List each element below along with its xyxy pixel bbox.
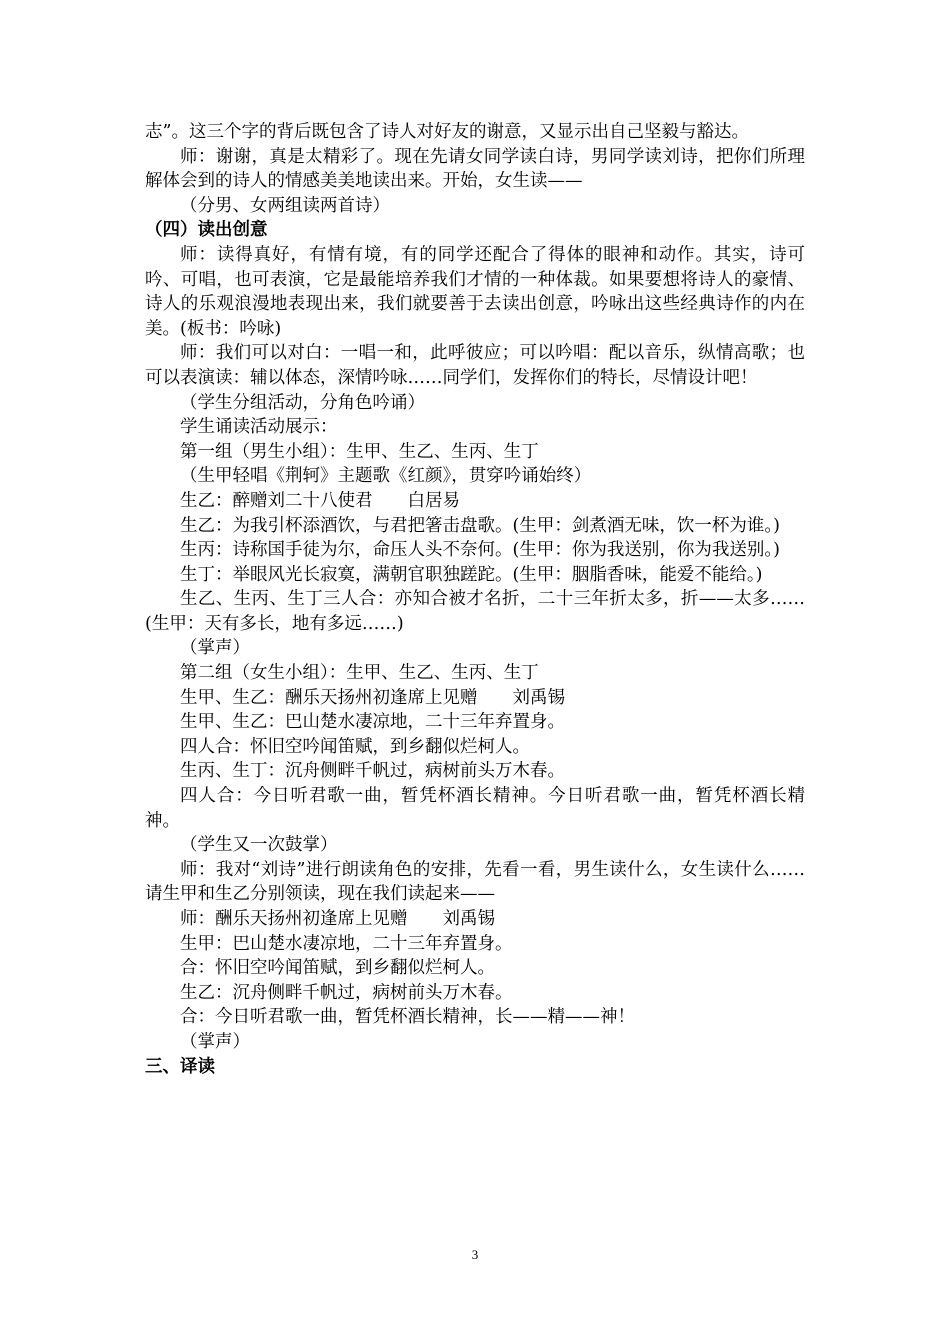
section-heading-31: 三、译读 <box>145 1056 215 1077</box>
paragraph-23: （学生又一次鼓掌） <box>180 835 338 856</box>
paragraph-18: 生甲、生乙：酬乐天扬州初逢席上见赠 刘禹锡 <box>180 687 565 708</box>
paragraph-8: 学生诵读活动展示： <box>180 417 338 438</box>
paragraph-12: 生乙：为我引杯添酒饮，与君把箸击盘歌。(生甲：剑煮酒无味，饮一杯为谁。) <box>180 515 780 536</box>
paragraph-19: 生甲、生乙：巴山楚水凄凉地，二十三年弃置身。 <box>180 712 565 733</box>
paragraph-22: 四人合：今日听君歌一曲，暂凭杯酒长精神。今日听君歌一曲，暂凭杯酒长精神。 <box>145 786 805 831</box>
document-body <box>145 120 805 1079</box>
paragraph-17: 第二组（女生小组）：生甲、生乙、生丙、生丁 <box>180 663 539 684</box>
paragraph-16: （掌声） <box>180 638 250 659</box>
paragraph-5: 师：读得真好，有情有境，有的同学还配合了得体的眼神和动作。其实，诗可吟、可唱，也可表演，它是最能培养我们才情的一种体裁。如果要想将诗人的豪情、诗人的乐观浪漫地表现出来，我们就要善于去读出创意，吟咏出这些经典诗作的内在美。(板书：吟咏) <box>145 244 805 339</box>
paragraph-24: 师：我对“刘诗”进行朗读角色的安排，先看一看，男生读什么，女生读什么……请生甲和生乙分别领读，现在我们读起来—— <box>145 859 805 905</box>
paragraph-27: 合：怀旧空吟闻笛赋，到乡翻似烂柯人。 <box>180 958 495 979</box>
paragraph-25: 师：酬乐天扬州初逢席上见赠 刘禹锡 <box>180 909 495 929</box>
paragraph-14: 生丁：举眼风光长寂寞，满朝官职独蹉跎。(生甲：胭脂香味，能爱不能给。) <box>180 564 763 585</box>
paragraph-20: 四人合：怀旧空吟闻笛赋，到乡翻似烂柯人。 <box>180 736 530 757</box>
paragraph-21: 生丙、生丁：沉舟侧畔千帆过，病树前头万木春。 <box>180 761 565 782</box>
paragraph-9: 第一组（男生小组）：生甲、生乙、生丙、生丁 <box>180 441 539 462</box>
paragraph-15: 生乙、生丙、生丁三人合：亦知合被才名折，二十三年折太多，折——太多……(生甲：天有多长，地有多远……) <box>145 589 805 634</box>
page-number: 3 <box>471 1247 479 1262</box>
section-heading-4: （四）读出创意 <box>145 220 268 241</box>
paragraph-2: 师：谢谢，真是太精彩了。现在先请女同学读白诗，男同学读刘诗，把你们所理解体会到的诗人的情感美美地读出来。开始，女生读—— <box>145 146 805 192</box>
paragraph-13: 生丙：诗称国手徒为尔，命压人头不奈何。(生甲：你为我送别，你为我送别。) <box>180 540 780 561</box>
paragraph-26: 生甲：巴山楚水凄凉地，二十三年弃置身。 <box>180 933 513 954</box>
paragraph-10: （生甲轻唱《荆轲》主题歌《红颜》，贯穿吟诵始终） <box>180 466 592 487</box>
paragraph-7: （学生分组活动，分角色吟诵） <box>180 392 425 413</box>
paragraph-3: （分男、女两组读两首诗） <box>180 195 390 216</box>
paragraph-1: 志”。这三个字的背后既包含了诗人对好友的谢意，又显示出自己坚毅与豁达。 <box>145 122 749 142</box>
paragraph-29: 合：今日听君歌一曲，暂凭杯酒长精神，长——精——神！ <box>180 1007 635 1028</box>
paragraph-11: 生乙：醉赠刘二十八使君 白居易 <box>180 490 460 511</box>
paragraph-28: 生乙：沉舟侧畔千帆过，病树前头万木春。 <box>180 982 513 1003</box>
paragraph-6: 师：我们可以对白：一唱一和，此呼彼应；可以吟唱：配以音乐，纵情高歌；也可以表演读：辅以体态，深情吟咏……同学们，发挥你们的特长，尽情设计吧！ <box>145 343 805 388</box>
paragraph-30: （掌声） <box>180 1031 250 1052</box>
